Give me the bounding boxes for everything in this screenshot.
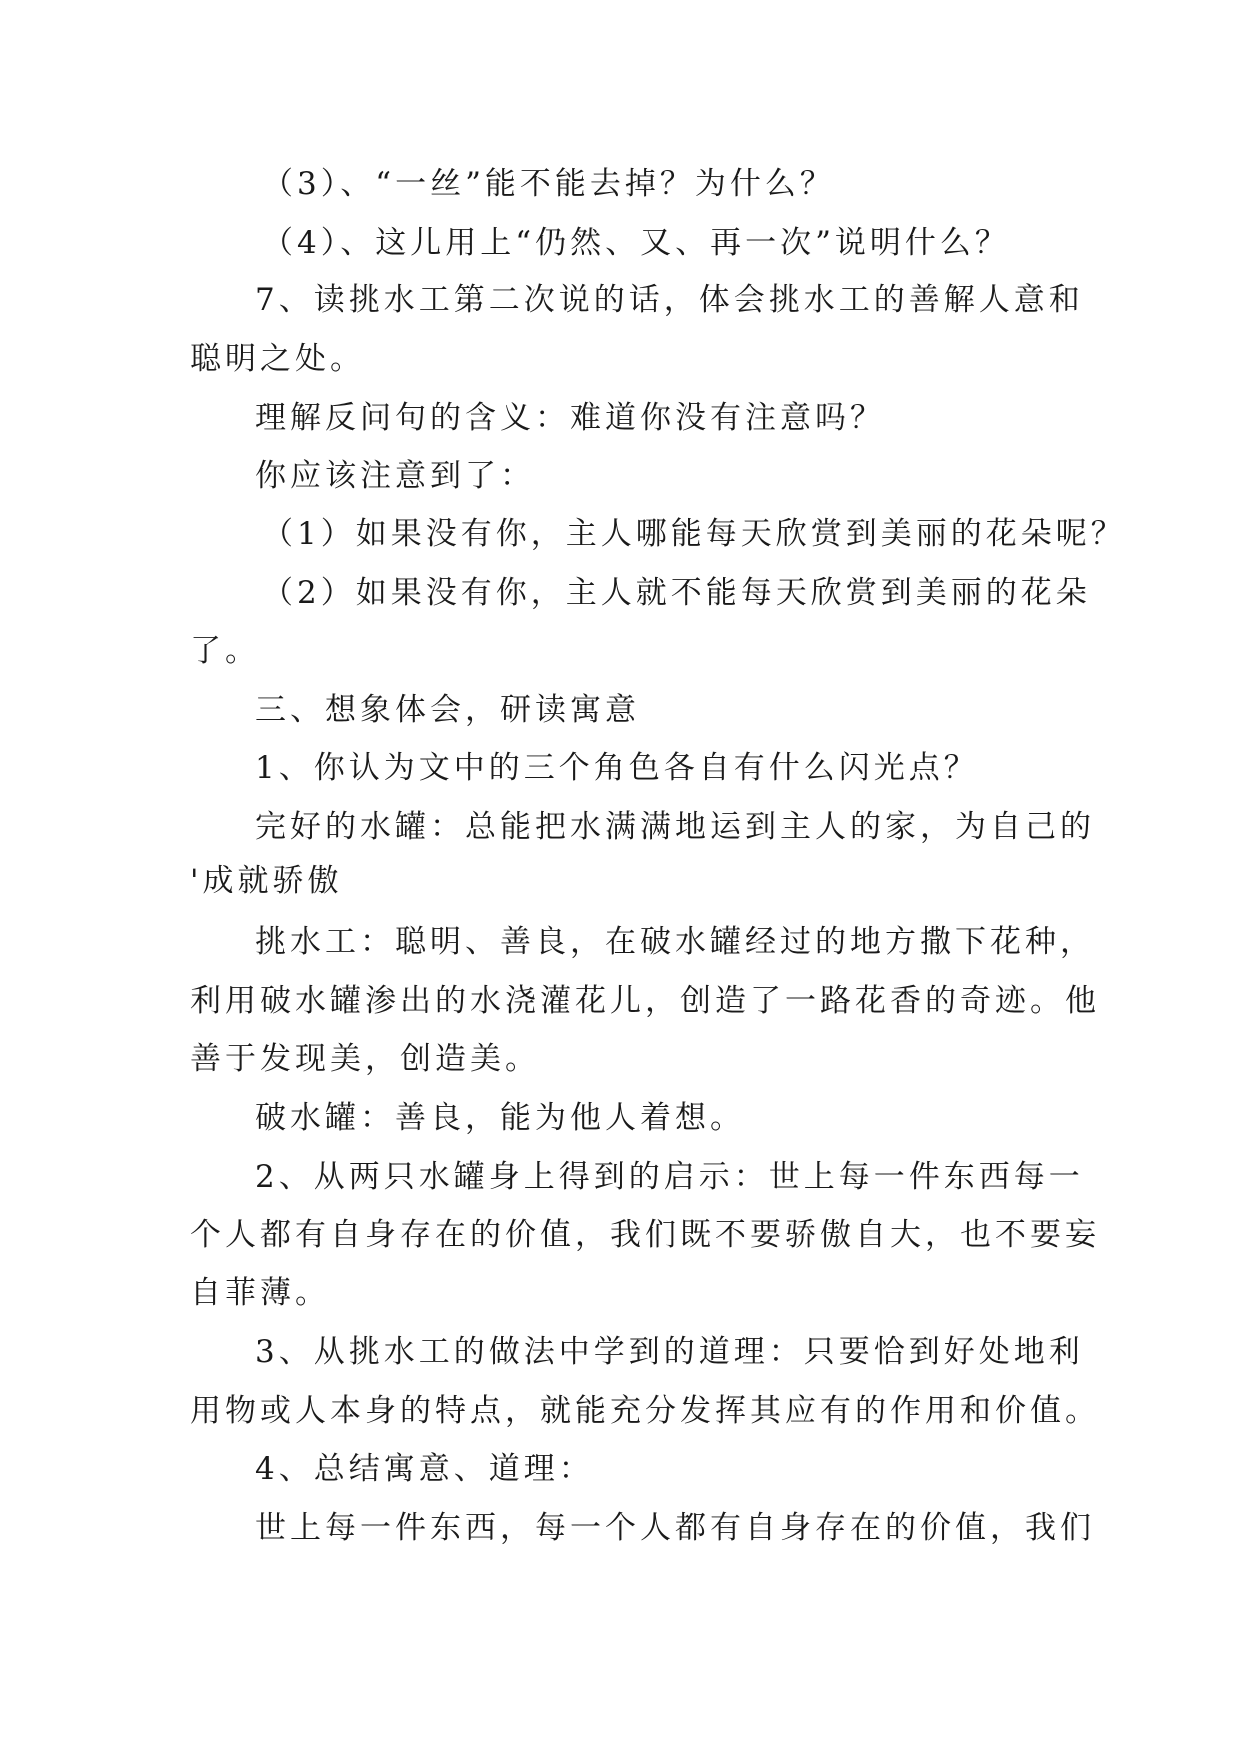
text-line: 你应该注意到了：	[255, 458, 535, 494]
text-line: （3）、“一丝”能不能去掉？为什么？	[262, 166, 835, 202]
text-line: 破水罐：善良，能为他人着想。	[255, 1100, 745, 1136]
text-line: （4）、这儿用上“仍然、又、再一次”说明什么？	[262, 225, 1010, 261]
text-line: 理解反问句的含义：难道你没有注意吗？	[255, 400, 885, 436]
text-line: 聪明之处。	[190, 341, 365, 377]
text-line: 个人都有自身存在的价值，我们既不要骄傲自大，也不要妄	[190, 1217, 1100, 1253]
text-line: 了。	[190, 633, 260, 669]
section-heading: 三、想象体会，研读寓意	[255, 692, 640, 728]
text-line: 完好的水罐：总能把水满满地运到主人的家，为自己的	[255, 809, 1095, 845]
text-line: 用物或人本身的特点，就能充分发挥其应有的作用和价值。	[190, 1393, 1100, 1429]
text-line: 4、总结寓意、道理：	[255, 1451, 594, 1487]
text-line: 世上每一件东西，每一个人都有自身存在的价值，我们	[255, 1510, 1095, 1546]
text-line: （1）如果没有你，主人哪能每天欣赏到美丽的花朵呢？	[262, 516, 1126, 552]
text-line: 挑水工：聪明、善良，在破水罐经过的地方撒下花种，	[255, 924, 1095, 960]
text-line: 自菲薄。	[190, 1275, 330, 1311]
text-line: 1、你认为文中的三个角色各自有什么闪光点？	[255, 750, 979, 786]
text-line: '成就骄傲	[190, 863, 343, 899]
text-line: 3、从挑水工的做法中学到的道理：只要恰到好处地利	[255, 1334, 1084, 1370]
text-line: 7、读挑水工第二次说的话，体会挑水工的善解人意和	[255, 282, 1084, 318]
text-line: 2、从两只水罐身上得到的启示：世上每一件东西每一	[255, 1159, 1084, 1195]
text-line: 利用破水罐渗出的水浇灌花儿，创造了一路花香的奇迹。他	[190, 983, 1100, 1019]
text-line: （2）如果没有你，主人就不能每天欣赏到美丽的花朵	[262, 575, 1091, 611]
text-line: 善于发现美，创造美。	[190, 1041, 540, 1077]
